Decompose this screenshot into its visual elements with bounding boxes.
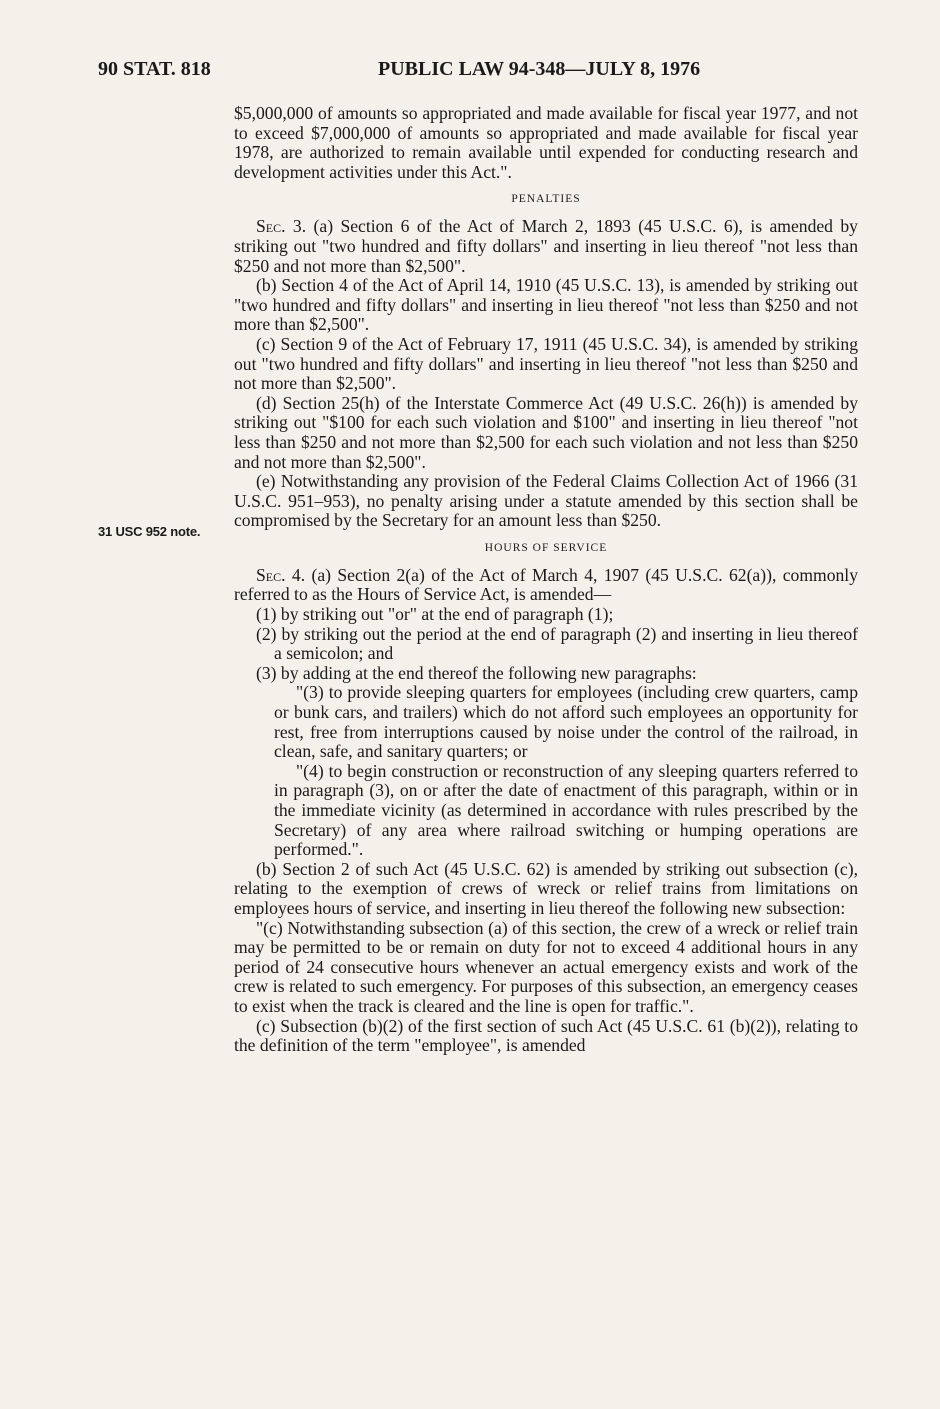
continuation-paragraph: $5,000,000 of amounts so appropriated and made available for fiscal year 1977, and not to exceed $7,000,000 of amounts so appropriated and made available for fiscal year 1978, are authorized to remain available until expended for conducting research and development activities under this Act.".	[234, 103, 858, 182]
sec4-c-paragraph: (c) Subsection (b)(2) of the first section of such Act (45 U.S.C. 61 (b)(2)), relating to the definition of the term "employee", is amended	[234, 1015, 858, 1056]
sec4-a-text: (a) Section 2(a) of the Act of March 4, 1907 (45 U.S.C. 62(a)), commonly referred to as the Hours of Service Act, is amended—	[234, 564, 858, 605]
sec4-a-paragraph	[234, 566, 858, 605]
section-heading-penalties: PENALTIES	[511, 193, 581, 206]
sec3-a-text: (a) Section 6 of the Act of March 2, 1893 (45 U.S.C. 6), is amended by striking out "two hundred and fifty dollars" and inserting in lieu thereof "not less than $250 and not more than $2,500".	[234, 216, 858, 276]
amendment-item-1: (1) by striking out "or" at the end of paragraph (1);	[256, 604, 614, 625]
document-body	[234, 104, 858, 1056]
sec3-d-paragraph: (d) Section 25(h) of the Interstate Commerce Act (49 U.S.C. 26(h)) is amended by striking out "$100 for each such violation and $100" and inserting in lieu thereof "not less than $250 and not more than $2,500 for each such violation and not less than $250 and not more than $2,500".	[234, 392, 858, 472]
sec3-label: Sec. 3.	[256, 216, 307, 237]
bleed-through-block	[92, 206, 212, 270]
sec3-c-paragraph: (c) Section 9 of the Act of February 17, 1911 (45 U.S.C. 34), is amended by striking out "two hundred and fifty dollars" and inserting in lieu thereof "not less than $250 and not more than $2,500".	[234, 333, 858, 394]
amendment-item-3: (3) by adding at the end thereof the following new paragraphs:	[256, 662, 697, 683]
bleed-through-marks	[92, 206, 212, 270]
running-head	[98, 58, 858, 88]
section-heading-hours-of-service: HOURS OF SERVICE	[484, 541, 608, 554]
sec3-a-paragraph	[234, 217, 858, 276]
amendment-item-2: (2) by striking out the period at the end of paragraph (2) and inserting in lieu thereof a semicolon; and	[256, 623, 858, 664]
new-subsection-c: "(c) Notwithstanding subsection (a) of this section, the crew of a wreck or relief train may be permitted to be or remain on duty for not to exceed 4 additional hours in any period of 24 consecutive hours whenever an actual emergency exists and work of the crew is related to such emergency. For purposes of this subsection, an emergency ceases to exist when the track is cleared and the line is open for traffic.".	[234, 917, 858, 1016]
margin-note: 31 USC 952 note.	[98, 524, 201, 539]
law-title: PUBLIC LAW 94-348—JULY 8, 1976	[378, 58, 701, 80]
sec4-b-paragraph: (b) Section 2 of such Act (45 U.S.C. 62) is amended by striking out subsection (c), relating to the exemption of crews of wreck or relief trains from limitations on employees hours of service, and inserting in lieu thereof the following new subsection:	[234, 858, 858, 918]
sec4-label: Sec. 4.	[256, 564, 306, 585]
stat-reference: 90 STAT. 818	[98, 58, 211, 80]
sec3-b-paragraph: (b) Section 4 of the Act of April 14, 1910 (45 U.S.C. 13), is amended by striking out "two hundred and fifty dollars" and inserting in lieu thereof "not less than $250 and not more than $2,500".	[234, 275, 858, 335]
sec3-e-paragraph: (e) Notwithstanding any provision of the Federal Claims Collection Act of 1966 (31 U.S.C. 951–953), no penalty arising under a statute amended by this section shall be compromised by the Secretary for an amount less than $250.	[234, 471, 858, 531]
new-paragraph-4: "(4) to begin construction or reconstruction of any sleeping quarters referred to in paragraph (3), on or after the date of enactment of this paragraph, within or in the immediate vicinity (as determined in accordance with rules prescribed by the Secretary) of any area where railroad switching or humping operations are performed.".	[274, 760, 858, 860]
new-paragraph-3: "(3) to provide sleeping quarters for employees (including crew quarters, camp or bunk cars, and trailers) which do not afford such employees an opportunity for rest, free from interruptions caused by noise under the control of the railroad, in clean, safe, and sanitary quarters; or	[274, 682, 858, 762]
